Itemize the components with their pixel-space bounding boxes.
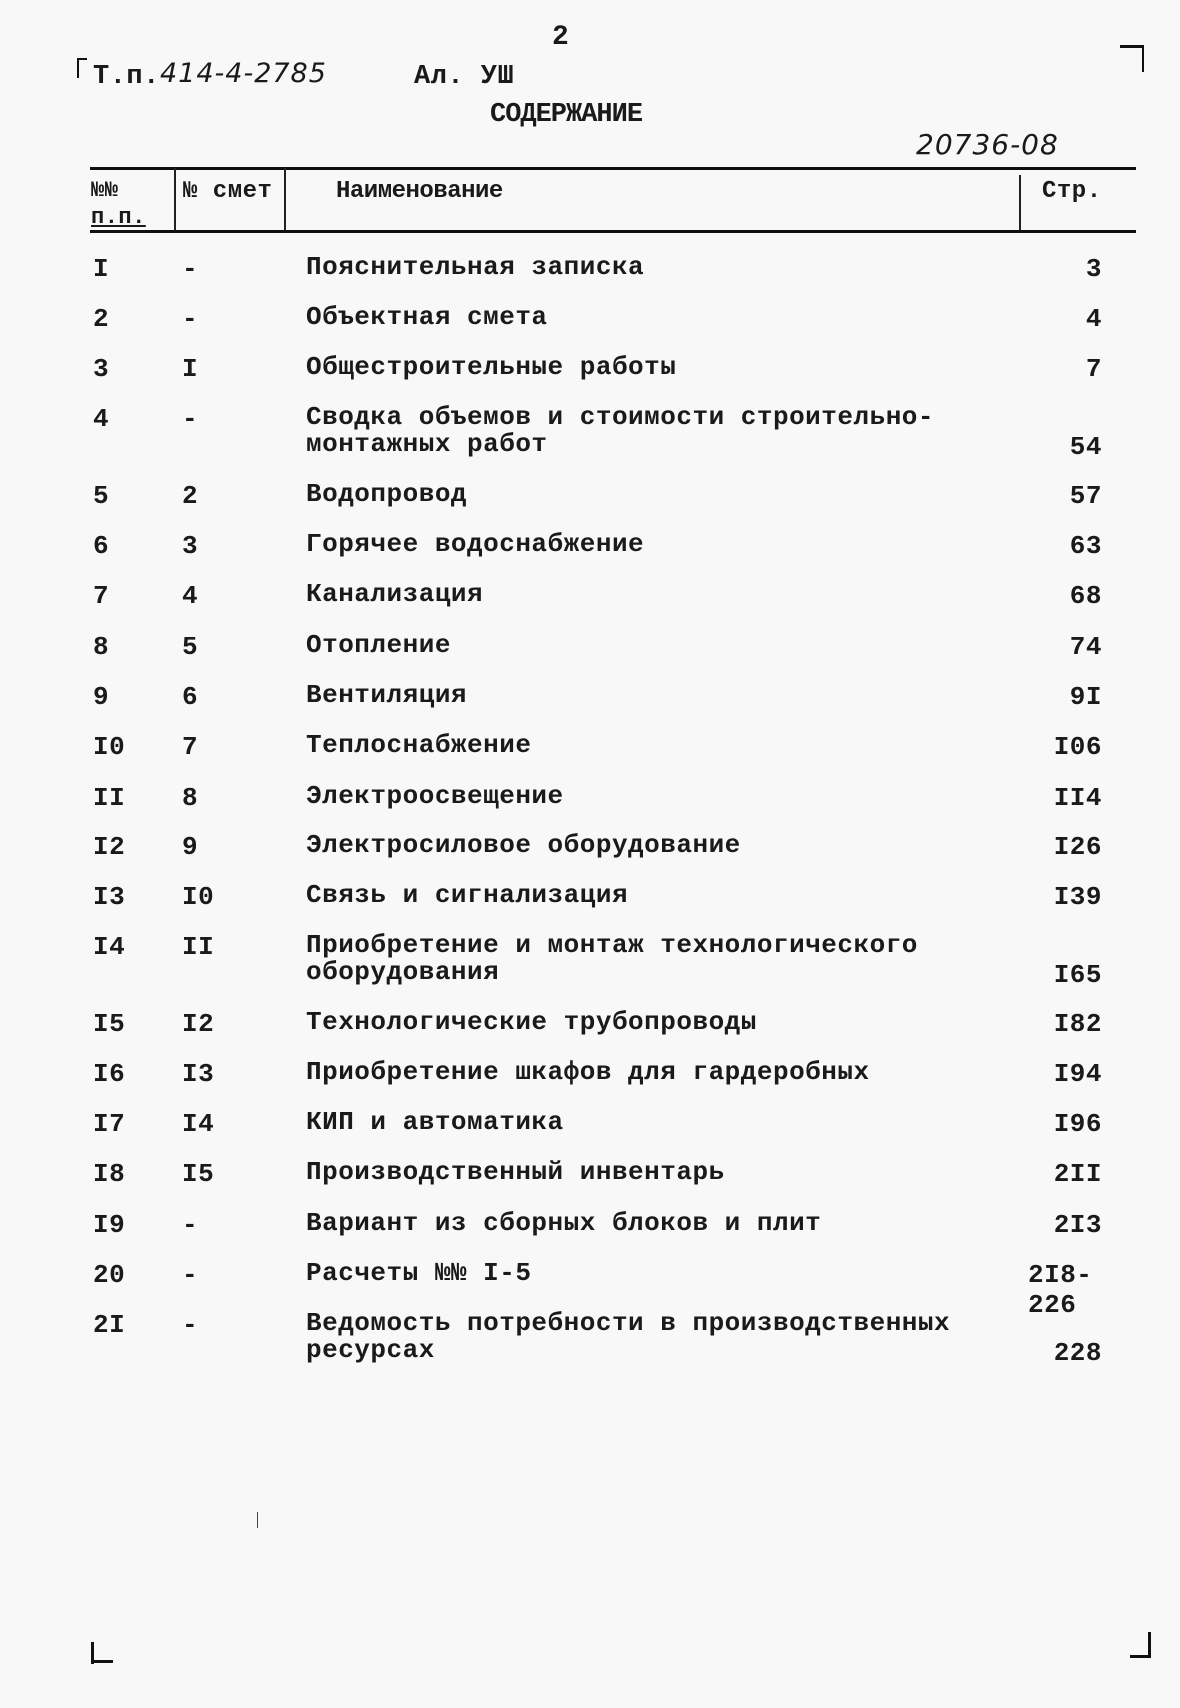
estimate-number: I5 — [182, 1159, 215, 1189]
estimate-number: 5 — [182, 632, 199, 662]
stray-mark — [257, 1512, 258, 1528]
estimate-number: 2 — [182, 481, 199, 511]
item-name: Канализация — [306, 579, 484, 609]
page-number-cell: 54 — [1069, 432, 1102, 462]
row-number: II — [93, 783, 126, 813]
document-title: СОДЕРЖАНИЕ — [490, 100, 643, 130]
table-row — [0, 783, 1180, 813]
row-number: 5 — [93, 481, 110, 511]
row-number: I2 — [93, 832, 126, 862]
corner-mark-top-right — [1120, 45, 1144, 48]
table-row — [0, 1210, 1180, 1240]
row-number: 9 — [93, 682, 110, 712]
page-number-cell: 2II — [1053, 1159, 1102, 1189]
item-name: Приобретение шкафов для гардеробных — [306, 1057, 870, 1087]
row-number: I — [93, 254, 110, 284]
page-number-cell: I26 — [1053, 832, 1102, 862]
page-number-cell: I82 — [1053, 1009, 1102, 1039]
item-name: Приобретение и монтаж технологического оборудования — [306, 930, 918, 987]
row-number: 8 — [93, 632, 110, 662]
row-number: I6 — [93, 1059, 126, 1089]
table-row — [0, 354, 1180, 384]
project-code: 414-4-2785 — [160, 58, 327, 89]
page-number-cell: I96 — [1053, 1109, 1102, 1139]
item-name: КИП и автоматика — [306, 1107, 564, 1137]
column-header-num: №№ — [91, 178, 119, 203]
table-row — [0, 832, 1180, 862]
page-number-cell: 2I8-226 — [1028, 1260, 1093, 1320]
item-name: Производственный инвентарь — [306, 1157, 725, 1187]
row-number: 4 — [93, 404, 110, 434]
page-number-cell: 68 — [1069, 581, 1102, 611]
row-number: 6 — [93, 531, 110, 561]
corner-mark-bottom-left-h — [91, 1660, 113, 1663]
table-row — [0, 682, 1180, 712]
estimate-number: I4 — [182, 1109, 215, 1139]
corner-mark-top-right-v — [1142, 48, 1144, 72]
column-divider-3 — [1019, 175, 1021, 230]
estimate-number: - — [182, 304, 199, 334]
estimate-number: - — [182, 1210, 199, 1240]
page-number-cell: 2I3 — [1053, 1210, 1102, 1240]
row-number: 2I — [93, 1310, 126, 1340]
table-row — [0, 581, 1180, 611]
item-name: Вентиляция — [306, 680, 468, 710]
table-row — [0, 254, 1180, 284]
estimate-number: - — [182, 404, 199, 434]
corner-mark-top-left — [77, 58, 79, 78]
row-number: I4 — [93, 932, 126, 962]
table-row — [0, 531, 1180, 561]
item-name: Общестроительные работы — [306, 352, 677, 382]
estimate-number: 9 — [182, 832, 199, 862]
estimate-number: I3 — [182, 1059, 215, 1089]
page-number-cell: 7 — [1085, 354, 1102, 384]
page-number-cell: 4 — [1085, 304, 1102, 334]
page-number-cell: I06 — [1053, 732, 1102, 762]
row-number: I8 — [93, 1159, 126, 1189]
table-header-bottom-rule — [90, 230, 1136, 233]
item-name: Ведомость потребности в производственных ресурсах — [306, 1308, 951, 1365]
corner-mark-bottom-right-h — [1130, 1655, 1150, 1658]
page-number-cell: I94 — [1053, 1059, 1102, 1089]
column-header-page: Стр. — [1042, 178, 1102, 205]
table-row — [0, 481, 1180, 511]
column-header-estimate: № смет — [183, 178, 273, 205]
page-number-cell: 57 — [1069, 481, 1102, 511]
estimate-number: 8 — [182, 783, 199, 813]
row-number: I0 — [93, 732, 126, 762]
estimate-number: 6 — [182, 682, 199, 712]
page-number-cell: 74 — [1069, 632, 1102, 662]
estimate-number: - — [182, 1260, 199, 1290]
table-row — [0, 1308, 1180, 1368]
row-number: 2 — [93, 304, 110, 334]
page-number-cell: I65 — [1053, 960, 1102, 990]
row-number: 7 — [93, 581, 110, 611]
corner-mark-top-left-h — [77, 58, 87, 60]
table-row — [0, 882, 1180, 912]
estimate-number: I2 — [182, 1009, 215, 1039]
estimate-number: - — [182, 1310, 199, 1340]
page-number-cell: II4 — [1053, 783, 1102, 813]
table-row — [0, 1109, 1180, 1139]
table-row — [0, 732, 1180, 762]
item-name: Объектная смета — [306, 302, 548, 332]
column-divider-1 — [174, 168, 176, 230]
table-row — [0, 402, 1180, 462]
table-row — [0, 1258, 1180, 1320]
row-number: I7 — [93, 1109, 126, 1139]
item-name: Горячее водоснабжение — [306, 529, 645, 559]
row-number: I3 — [93, 882, 126, 912]
table-top-rule — [90, 167, 1136, 170]
item-name: Расчеты №№ I-5 — [306, 1258, 532, 1288]
page-number-cell: 3 — [1085, 254, 1102, 284]
table-row — [0, 930, 1180, 990]
row-number: I5 — [93, 1009, 126, 1039]
page-number-cell: 228 — [1053, 1338, 1102, 1368]
row-number: 3 — [93, 354, 110, 384]
row-number: 20 — [93, 1260, 126, 1290]
item-name: Связь и сигнализация — [306, 880, 629, 910]
estimate-number: I0 — [182, 882, 215, 912]
table-row — [0, 1059, 1180, 1089]
album-label: Ал. УШ — [414, 62, 515, 92]
estimate-number: - — [182, 254, 199, 284]
table-row — [0, 1009, 1180, 1039]
table-row — [0, 304, 1180, 334]
document-number: 20736-08 — [916, 128, 1059, 161]
page-number-cell: 63 — [1069, 531, 1102, 561]
page-number-cell: 9I — [1069, 682, 1102, 712]
item-name: Пояснительная записка — [306, 252, 645, 282]
item-name: Сводка объемов и стоимости строительно- монтажных работ — [306, 402, 934, 459]
column-header-num-sub: п.п. — [91, 205, 146, 230]
item-name: Вариант из сборных блоков и плит — [306, 1208, 822, 1238]
item-name: Теплоснабжение — [306, 730, 532, 760]
page-number: 2 — [552, 22, 570, 53]
item-name: Отопление — [306, 630, 451, 660]
table-row — [0, 632, 1180, 662]
estimate-number: 4 — [182, 581, 199, 611]
estimate-number: 7 — [182, 732, 199, 762]
estimate-number: II — [182, 932, 215, 962]
row-number: I9 — [93, 1210, 126, 1240]
estimate-number: I — [182, 354, 199, 384]
item-name: Технологические трубопроводы — [306, 1007, 757, 1037]
page-number-cell: I39 — [1053, 882, 1102, 912]
project-label: Т.п. — [93, 62, 160, 92]
item-name: Водопровод — [306, 479, 468, 509]
estimate-number: 3 — [182, 531, 199, 561]
item-name: Электроосвещение — [306, 781, 564, 811]
item-name: Электросиловое оборудование — [306, 830, 741, 860]
table-row — [0, 1159, 1180, 1189]
column-header-name: Наименование — [336, 178, 503, 205]
column-divider-2 — [284, 168, 286, 230]
